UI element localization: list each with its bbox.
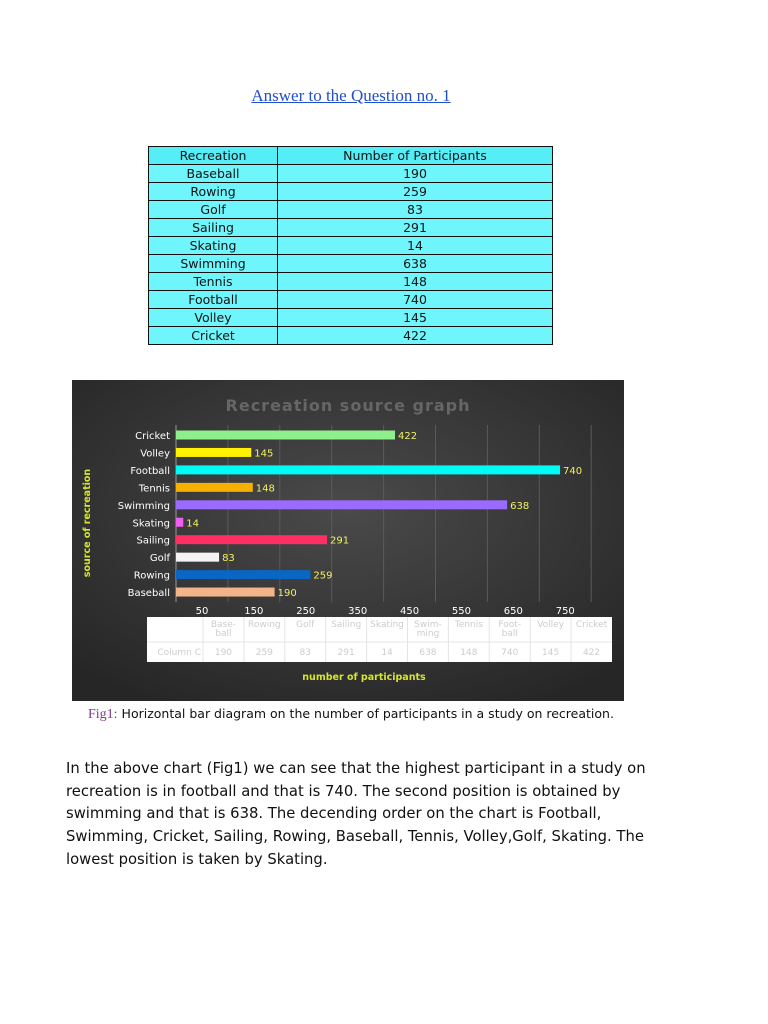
- recreation-cell: Cricket: [149, 327, 278, 345]
- data-table-value: 740: [501, 648, 519, 658]
- recreation-cell: Skating: [149, 237, 278, 255]
- x-tick-label: 350: [348, 606, 368, 617]
- bar-baseball: [176, 588, 275, 597]
- data-label: 83: [222, 553, 235, 565]
- category-label: Skating: [132, 518, 170, 530]
- category-label: Baseball: [127, 588, 170, 600]
- figure-caption: [88, 706, 614, 723]
- data-table-header: ming: [416, 629, 440, 639]
- bar-football: [176, 465, 560, 474]
- category-label: Volley: [140, 448, 170, 460]
- data-table-header: Swim-: [414, 620, 442, 630]
- data-table-header: ball: [501, 629, 518, 639]
- data-table-value: 148: [460, 648, 478, 658]
- data-table-header: Sailing: [331, 620, 362, 630]
- data-table-header: ball: [215, 629, 232, 639]
- participants-cell: 145: [278, 309, 553, 327]
- participants-cell: 422: [278, 327, 553, 345]
- data-table-value: 190: [214, 648, 233, 658]
- participants-cell: 148: [278, 273, 553, 291]
- participants-cell: 291: [278, 219, 553, 237]
- data-label: 740: [563, 465, 583, 477]
- bar-cricket: [176, 431, 395, 440]
- bar-sailing: [176, 535, 327, 544]
- x-tick-label: 450: [400, 606, 420, 617]
- participants-cell: 14: [278, 237, 553, 255]
- bar-golf: [176, 553, 219, 562]
- x-tick-label: 550: [451, 606, 471, 617]
- table-row: [149, 219, 553, 237]
- participants-table: [148, 146, 553, 345]
- data-table-header: Base-: [210, 620, 237, 630]
- participants-cell: 638: [278, 255, 553, 273]
- recreation-cell: Baseball: [149, 165, 278, 183]
- x-tick-label: 50: [195, 606, 209, 617]
- x-tick-label: 650: [503, 606, 523, 617]
- chart-title: Recreation source graph: [225, 396, 471, 415]
- category-label: Golf: [149, 553, 170, 565]
- table-row: [149, 147, 553, 165]
- data-table-header: Volley: [537, 620, 565, 630]
- recreation-cell: Golf: [149, 201, 278, 219]
- data-label: 422: [398, 431, 418, 442]
- recreation-cell: Recreation: [149, 147, 278, 165]
- data-table-value: 145: [542, 648, 560, 658]
- data-label: 145: [254, 448, 274, 460]
- data-table-value: 291: [337, 648, 355, 658]
- table-row: [149, 255, 553, 273]
- x-tick-label: 250: [296, 606, 316, 617]
- participants-cell: 740: [278, 291, 553, 309]
- category-label: Football: [130, 465, 170, 477]
- x-tick-label: 150: [244, 606, 264, 617]
- bar-volley: [176, 448, 251, 457]
- category-label: Tennis: [138, 483, 170, 495]
- data-table-header: Skating: [370, 620, 404, 630]
- table-row: [149, 237, 553, 255]
- category-label: Cricket: [135, 431, 170, 442]
- participants-cell: 259: [278, 183, 553, 201]
- recreation-cell: Football: [149, 291, 278, 309]
- data-table-value: 422: [582, 648, 601, 658]
- bar-tennis: [176, 483, 253, 492]
- recreation-cell: Swimming: [149, 255, 278, 273]
- participants-cell: 190: [278, 165, 553, 183]
- data-table-value: 259: [255, 648, 273, 658]
- x-tick-label: 750: [555, 606, 575, 617]
- participants-cell: Number of Participants: [278, 147, 553, 165]
- data-label: 148: [255, 483, 275, 495]
- bar-swimming: [176, 500, 507, 509]
- caption-text: Horizontal bar diagram on the number of participants in a study on recreation.: [117, 706, 614, 721]
- data-label: 638: [510, 500, 530, 512]
- data-label: 259: [313, 570, 333, 582]
- figure-label: Fig1:: [88, 707, 118, 722]
- data-label: 291: [330, 535, 350, 547]
- recreation-cell: Volley: [149, 309, 278, 327]
- table-row: [149, 309, 553, 327]
- category-label: Sailing: [136, 535, 170, 547]
- data-table-header: Golf: [296, 620, 315, 630]
- recreation-bar-chart: [72, 380, 624, 701]
- category-label: Swimming: [117, 500, 170, 512]
- data-table-value: 83: [299, 648, 311, 658]
- x-axis-title: number of participants: [302, 672, 426, 683]
- data-table-header: Tennis: [454, 620, 483, 630]
- data-table-value: 638: [419, 648, 437, 658]
- table-row: [149, 201, 553, 219]
- participants-cell: 83: [278, 201, 553, 219]
- table-row: [149, 183, 553, 201]
- bar-skating: [176, 518, 183, 527]
- recreation-cell: Rowing: [149, 183, 278, 201]
- data-table-header: Foot-: [498, 620, 522, 630]
- data-table-header: Cricket: [575, 620, 608, 630]
- body-paragraph: In the above chart (Fig1) we can see that the highest participant in a study on recreation is in football and that is 740. The second position is obtained by swimming and that is 638. The decending order on the chart is Football, Swimming, Cricket, Sailing, Rowing, Baseball, Tennis, Volley,Golf, Skating. The lowest position is taken by Skating.: [66, 760, 646, 868]
- table-row: [149, 291, 553, 309]
- data-label: 14: [186, 518, 200, 530]
- table-row: [149, 327, 553, 345]
- data-table-row-label: Column C: [157, 648, 201, 658]
- page-title: Answer to the Question no. 1: [251, 86, 451, 105]
- y-axis-title: source of recreation: [82, 468, 93, 578]
- recreation-cell: Sailing: [149, 219, 278, 237]
- bar-rowing: [176, 570, 310, 579]
- table-row: [149, 273, 553, 291]
- table-row: [149, 165, 553, 183]
- category-label: Rowing: [133, 570, 170, 582]
- data-label: 190: [277, 588, 297, 600]
- recreation-cell: Tennis: [149, 273, 278, 291]
- data-table-value: 14: [381, 648, 393, 658]
- data-table-header: Rowing: [248, 620, 281, 630]
